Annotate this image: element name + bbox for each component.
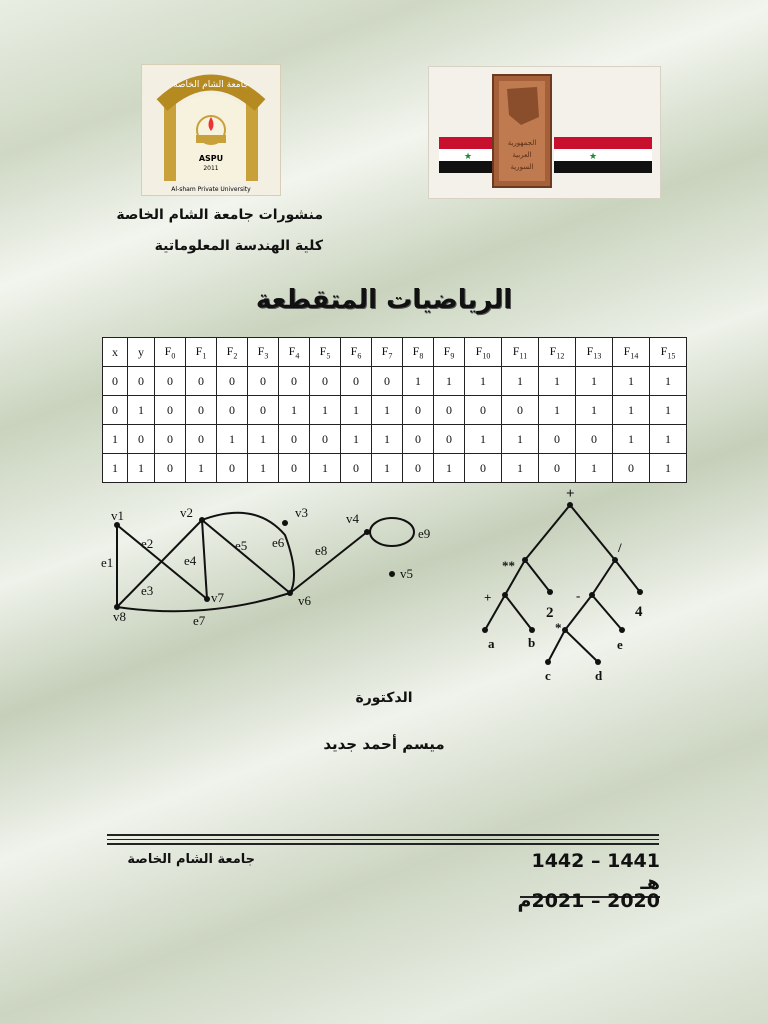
footer-rule-top [107, 834, 659, 836]
svg-text:ASPU: ASPU [198, 154, 224, 163]
label-v4: v4 [346, 511, 359, 526]
svg-text:2011: 2011 [203, 165, 219, 172]
leaf-d: d [595, 668, 603, 683]
truth-table-cell: 0 [372, 367, 403, 396]
leaf-4: 4 [635, 604, 643, 620]
truth-table-cell: 0 [103, 396, 128, 425]
truth-table-cell: 1 [613, 367, 650, 396]
truth-table-cell: 1 [502, 425, 539, 454]
truth-table-cell: 0 [434, 396, 465, 425]
truth-table-cell: 1 [310, 396, 341, 425]
edge-e8 [290, 532, 367, 593]
truth-table-header-cell: $F_4$ [279, 338, 310, 367]
truth-table-cell: 1 [434, 367, 465, 396]
truth-table-cell: 0 [128, 425, 155, 454]
publisher-line: منشورات جامعة الشام الخاصة [116, 207, 323, 223]
label-v3: v3 [295, 505, 308, 520]
vertex-v7 [204, 596, 210, 602]
truth-table-cell: 0 [310, 425, 341, 454]
truth-table-cell: 1 [310, 454, 341, 483]
vertex-v5 [389, 571, 395, 577]
vertex-v4 [364, 529, 370, 535]
vertex-v6 [287, 590, 293, 596]
truth-table-cell: 0 [186, 425, 217, 454]
truth-table-cell: 1 [341, 396, 372, 425]
label-e6: e6 [272, 535, 285, 550]
label-v5: v5 [400, 566, 413, 581]
label-e8: e8 [315, 543, 328, 558]
truth-table-cell: 1 [465, 425, 502, 454]
truth-table-cell: 1 [650, 454, 687, 483]
leaf-2: 2 [546, 605, 554, 621]
truth-table-cell: 0 [403, 425, 434, 454]
op-minus: - [576, 588, 581, 603]
truth-table-header-cell: $F_6$ [341, 338, 372, 367]
truth-table-header-cell: $F_{12}$ [539, 338, 576, 367]
label-e7-bottom: e7 [193, 613, 206, 628]
label-e1: e1 [101, 555, 114, 570]
truth-table-cell: 0 [248, 396, 279, 425]
truth-table-cell: 0 [248, 367, 279, 396]
truth-table-cell: 1 [372, 396, 403, 425]
op-divide: / [618, 540, 622, 555]
truth-table-row [103, 367, 687, 396]
truth-table-cell: 1 [128, 454, 155, 483]
truth-table-header-cell: x [103, 338, 128, 367]
op-plus: + [484, 590, 492, 605]
truth-table-cell: 0 [465, 454, 502, 483]
label-e5: e5 [235, 538, 248, 553]
truth-table-row [103, 454, 687, 483]
truth-table-cell: 0 [341, 454, 372, 483]
truth-table-header-cell: $F_5$ [310, 338, 341, 367]
author-title: الدكتورة [355, 690, 413, 706]
author-name: ميسم أحمد جديد [323, 735, 445, 753]
vertex-v2 [199, 517, 205, 523]
truth-table-cell: 0 [502, 396, 539, 425]
truth-table-header-cell: $F_7$ [372, 338, 403, 367]
edge-e6 [202, 513, 294, 593]
truth-table-cell: 0 [128, 367, 155, 396]
truth-table-cell: 0 [279, 367, 310, 396]
label-e3: e3 [141, 583, 154, 598]
truth-table-cell: 1 [650, 396, 687, 425]
hijri-year: 1441 – 1442 هـ [520, 850, 660, 898]
truth-table-cell: 1 [128, 396, 155, 425]
truth-table-header-cell: $F_3$ [248, 338, 279, 367]
leaf-c: c [545, 668, 551, 683]
svg-text:السورية: السورية [510, 163, 534, 171]
edge-e9 [370, 518, 414, 546]
label-e4: e4 [184, 553, 197, 568]
graph-diagram [95, 495, 445, 635]
truth-table-cell: 0 [155, 454, 186, 483]
book-title: الرياضيات المتقطعة [255, 285, 513, 315]
svg-text:★: ★ [588, 152, 598, 162]
op-plus-root: + [566, 486, 575, 502]
truth-table-cell: 0 [186, 396, 217, 425]
label-v6: v6 [298, 593, 311, 608]
leaf-e: e [617, 637, 623, 652]
truth-table-cell: 1 [576, 396, 613, 425]
op-times: * [555, 620, 562, 635]
truth-table-header [103, 338, 687, 367]
edge-e5 [202, 520, 290, 593]
truth-table-cell: 0 [186, 367, 217, 396]
label-v8: v8 [113, 609, 126, 624]
leaf-a: a [488, 636, 495, 651]
footer-rule-middle [107, 839, 659, 840]
truth-table-cell: 1 [650, 367, 687, 396]
svg-text:العربية: العربية [512, 151, 532, 159]
truth-table-cell: 1 [539, 396, 576, 425]
truth-table-cell: 0 [155, 425, 186, 454]
truth-table-cell: 1 [279, 396, 310, 425]
vertex-v3 [282, 520, 288, 526]
syrian-flag-emblem [428, 66, 661, 199]
truth-table-cell: 1 [434, 454, 465, 483]
truth-table-cell: 0 [217, 367, 248, 396]
truth-table-header-cell: $F_9$ [434, 338, 465, 367]
truth-table-cell: 1 [248, 454, 279, 483]
truth-table-cell: 1 [465, 367, 502, 396]
truth-table-cell: 1 [372, 454, 403, 483]
truth-table-cell: 1 [341, 425, 372, 454]
truth-table-cell: 1 [372, 425, 403, 454]
faculty-line: كلية الهندسة المعلوماتية [154, 238, 323, 254]
truth-table-header-cell: $F_{10}$ [465, 338, 502, 367]
truth-table-cell: 1 [613, 425, 650, 454]
truth-table-cell: 1 [502, 454, 539, 483]
truth-table-header-cell: $F_0$ [155, 338, 186, 367]
leaf-b: b [528, 635, 536, 650]
truth-table-header-cell: y [128, 338, 155, 367]
footer-rule-bottom [107, 843, 659, 845]
truth-table-cell: 1 [613, 396, 650, 425]
svg-text:Al-sham Private University: Al-sham Private University [171, 186, 251, 193]
truth-table-header-cell: $F_{14}$ [613, 338, 650, 367]
truth-table-cell: 1 [539, 367, 576, 396]
truth-table-cell: 0 [155, 367, 186, 396]
university-logo [141, 64, 281, 196]
truth-table-cell: 0 [279, 425, 310, 454]
truth-table-cell: 1 [576, 454, 613, 483]
truth-table-cell: 1 [502, 367, 539, 396]
truth-table-cell: 0 [341, 367, 372, 396]
truth-table-cell: 0 [576, 425, 613, 454]
truth-table-header-cell: $F_{15}$ [650, 338, 687, 367]
truth-table-cell: 0 [155, 396, 186, 425]
truth-table-cell: 1 [186, 454, 217, 483]
svg-text:الجمهورية: الجمهورية [507, 139, 537, 147]
truth-table-row [103, 425, 687, 454]
label-v1: v1 [111, 508, 124, 523]
op-power: ** [502, 558, 515, 573]
truth-table-cell: 1 [576, 367, 613, 396]
truth-table-header-cell: $F_{11}$ [502, 338, 539, 367]
truth-table-cell: 0 [434, 425, 465, 454]
truth-table-cell: 1 [103, 454, 128, 483]
label-e2: e2 [141, 536, 154, 551]
expression-tree [470, 480, 670, 690]
svg-text:جامعة الشام الخاصة: جامعة الشام الخاصة [173, 80, 249, 90]
truth-table-cell: 1 [403, 367, 434, 396]
truth-table-header-cell: $F_{13}$ [576, 338, 613, 367]
truth-table-cell: 1 [248, 425, 279, 454]
truth-table-cell: 0 [310, 367, 341, 396]
flag-right [554, 137, 652, 173]
truth-table-header-cell: $F_1$ [186, 338, 217, 367]
edge-e4 [202, 520, 207, 599]
truth-table-cell: 0 [103, 367, 128, 396]
svg-text:★: ★ [463, 152, 473, 162]
truth-table-cell: 0 [539, 425, 576, 454]
label-e9: e9 [418, 526, 431, 541]
truth-table-cell: 0 [465, 396, 502, 425]
flag-left [439, 137, 497, 173]
truth-table-cell: 1 [103, 425, 128, 454]
truth-table-cell: 1 [650, 425, 687, 454]
label-v2: v2 [180, 505, 193, 520]
truth-table-row [103, 396, 687, 425]
truth-table [102, 337, 687, 483]
gregorian-year: 2020 – 2021م [517, 890, 660, 912]
label-v7: v7 [211, 590, 224, 605]
truth-table-cell: 0 [403, 396, 434, 425]
truth-table-header-cell: $F_2$ [217, 338, 248, 367]
truth-table-cell: 0 [217, 454, 248, 483]
truth-table-cell: 0 [279, 454, 310, 483]
truth-table-cell: 1 [217, 425, 248, 454]
truth-table-cell: 0 [217, 396, 248, 425]
truth-table-cell: 0 [539, 454, 576, 483]
footer-university: جامعة الشام الخاصة [127, 852, 255, 867]
truth-table-cell: 0 [613, 454, 650, 483]
truth-table-header-cell: $F_8$ [403, 338, 434, 367]
truth-table-cell: 0 [403, 454, 434, 483]
